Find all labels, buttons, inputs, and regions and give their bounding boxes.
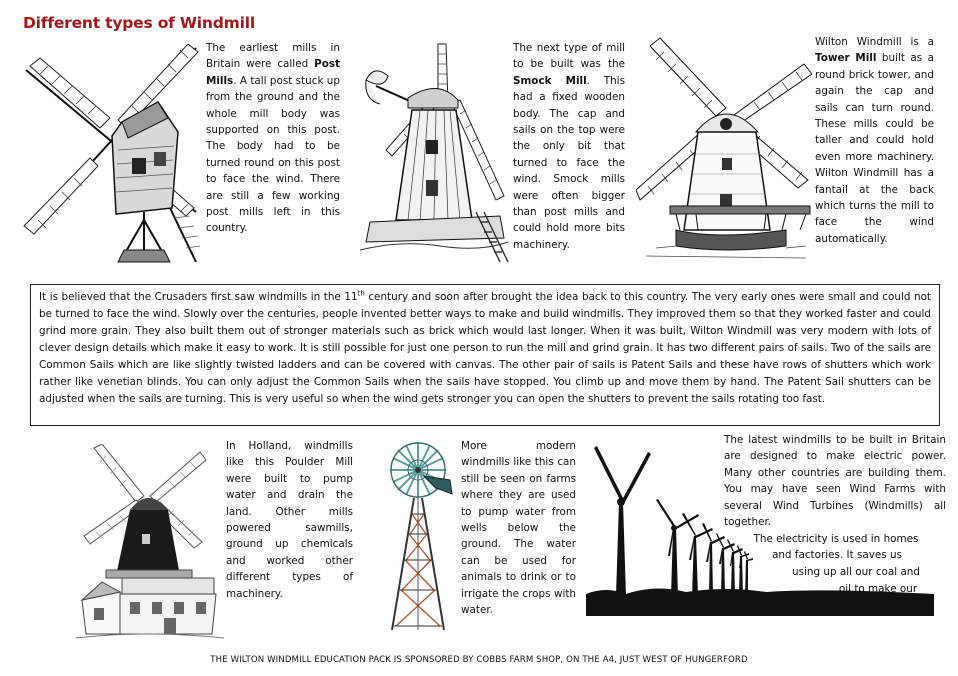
turbines-line-5: electricity. [850, 599, 904, 611]
smock-mill-text: The next type of mill to be built was the Smock Mill. This had a fixed wooden body. The cap and sails on the top were the only bit that turned to face the wind. Smock mills were often bigger than post mills and could hold more bits machinery. [513, 42, 625, 251]
smock-mill-illustration [356, 40, 510, 266]
post-mill-text: The earliest mills in Britain were called Post Mills. A tall post stuck up from the ground and the whole mill body was supported on this post. The body had to be turned round on this post to face the wind. There are still a few working post mills left in this country. [206, 42, 340, 235]
turbines-line-2: and factories. It saves us [771, 549, 903, 561]
modern-text: More modern windmills like this can still be seen on farms where they are used to pump water from wells below the ground. The water can be used for animals to drink or to irrigate the crops with water. [461, 440, 576, 617]
tower-mill-term: Tower Mill [815, 52, 877, 65]
turbines-line-3: using up all our coal and [792, 566, 920, 578]
poulder-mill-illustration [76, 444, 224, 642]
page-title: Different types of Windmill [23, 14, 255, 32]
sponsor-footer: THE WILTON WINDMILL EDUCATION PACK IS SPONSORED BY COBBS FARM SHOP, ON THE A4, JUST WEST OF HUNGERFORD [210, 655, 748, 665]
history-box: It is believed that the Crusaders first saw windmills in the 11th century and soon after brought the idea back to this country. The very early ones were small and could not be turned to face the wind. Slowly over the centuries, people invented better ways to make and build windmills. They improved them so that they worked faster and could grind more grain. They also built them out of stronger materials such as brick which would last longer. When it was built, Wilton Windmill was very modern with lots of clever design details which make it easy to work. It is still possible for just one person to run the mill and grind grain. It has two different pairs of sails. Two of the sails are Common Sails which are like slightly twisted ladders and can be covered with canvas. The other pair of sails is Patent Sails and these have rows of shutters which work rather like venetian blinds. You can only adjust the Common Sails when the sails have stopped. You climb up and move them by hand. The Patent Sail shutters can be adjusted when the sails are turning. This is very useful so when the wind gets stronger you can open the shutters to prevent the sails rotating too fast. [30, 284, 940, 426]
holland-text: In Holland, windmills like this Poulder Mill were built to pump water and drain the land. Other mills powered sawmills, ground up chemicals and worked other different types of machinery. [226, 440, 353, 600]
smock-mill-term: Smock Mill [513, 74, 587, 87]
tower-mill-illustration [636, 34, 812, 266]
tower-mill-text: Wilton Windmill is a Tower Mill built as a round brick tower, and again the cap and sails can turn round. These mills could be taller and could hold even more machinery. Wilton Windmill has a fantail at the back which turns the mill to face the wind automatically. [815, 36, 934, 245]
post-mill-illustration [20, 40, 204, 266]
post-mill-term: Post Mills [206, 58, 340, 87]
wind-pump-illustration [378, 436, 458, 634]
turbines-line-1: The electricity is used in homes [753, 533, 919, 545]
turbines-text: The latest windmills to be built in Britain are designed to make electric power. Many other countries are building them. You may have seen Wind Farms with several Wind Turbines (Windmills) all together. [724, 434, 946, 529]
turbines-line-4: oil to make our [838, 583, 918, 595]
